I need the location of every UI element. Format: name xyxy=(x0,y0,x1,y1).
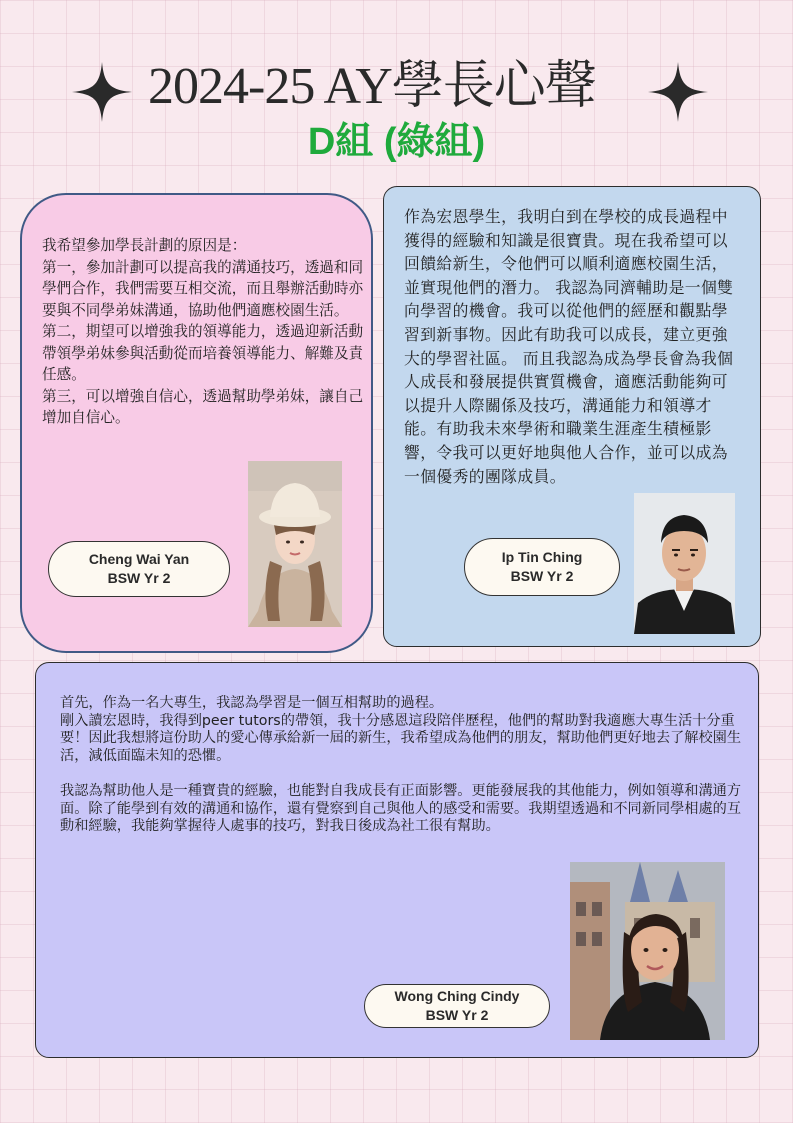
sparkle-icon xyxy=(646,60,710,124)
student-photo xyxy=(570,862,725,1040)
testimonial-card-purple xyxy=(35,662,759,1058)
name-badge xyxy=(48,541,230,597)
testimonial-card-pink xyxy=(20,193,373,653)
name-badge xyxy=(364,984,550,1028)
student-name: Wong Ching Cindy xyxy=(394,988,520,1004)
testimonial-text: 我希望參加學長計劃的原因是： 第一，參加計劃可以提高我的溝通技巧，透過和同學們合作，我們需要互相交流，而且舉辦活動時亦要與不同學弟妹溝通，協助他們適應校園生活。 第二，期望可以增強我的領導能力，透過迎新活動帶領學弟妹參與活動從而培養領導能力、解難及責任感。 第三，可以增強自信心，透過幫助學弟妹，讓自己增加自信心。 xyxy=(42,237,364,426)
testimonial-text: 作為宏恩學生，我明白到在學校的成長過程中獲得的經驗和知識是很寶貴。現在我希望可以回饋給新生，令他們可以順利適應校園生活，並實現他們的潛力。 我認為同濟輔助是一個雙向學習的機會。我可以從他們的經歷和觀點學習到新事物。因此有助我可以成長，建立更強大的學習社區。 而且我認為成為學長會為我個人成長和發展提供實質機會，適應活動能夠可以提升人際關係及技巧，溝通能力和領導才能。有助我未來學術和職業生涯產生積極影響，令我可以更好地與他人合作，並可以成為一個優秀的團隊成員。 xyxy=(404,207,734,486)
testimonial-card-blue xyxy=(383,186,761,647)
page-title: 2024-25 AY學長心聲 xyxy=(148,58,596,115)
sparkle-icon xyxy=(70,60,134,124)
student-name: Cheng Wai Yan xyxy=(88,551,190,567)
testimonial-text: 首先，作為一名大專生，我認為學習是一個互相幫助的過程。 剛入讀宏恩時，我得到peer tutors的帶領，我十分感恩這段陪伴歷程，他們的幫助對我適應大專生活十分重要！因此我想將這份助人的愛心傳承給新一屆的新生，我希望成為他們的朋友，幫助他們更好地去了解校園生活，減低面臨未知的恐懼。 我認為幫助他人是一種寶貴的經驗，也能對自我成長有正面影響。更能發展我的其他能力，例如領導和溝通方面。除了能學到有效的溝通和協作，還有覺察到自己與他人的感受和需要。我期望透過和不同新同學相處的互動和經驗，我能夠掌握待人處事的技巧，對我日後成為社工很有幫助。 xyxy=(60,695,742,835)
student-photo xyxy=(248,461,342,627)
student-year: BSW Yr 2 xyxy=(510,568,574,584)
student-year: BSW Yr 2 xyxy=(107,570,171,586)
student-name: Ip Tin Ching xyxy=(501,549,583,565)
name-badge xyxy=(464,538,620,596)
student-year: BSW Yr 2 xyxy=(425,1007,489,1023)
header xyxy=(0,52,793,122)
student-photo xyxy=(634,493,735,634)
page-subtitle: D組 (綠組) xyxy=(307,121,486,163)
